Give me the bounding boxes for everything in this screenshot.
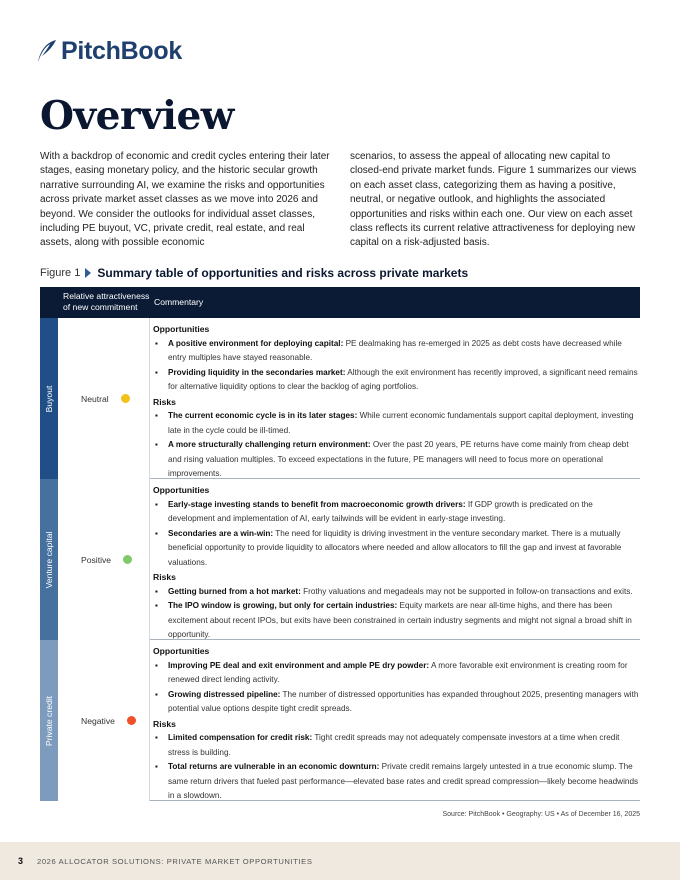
brand-name: PitchBook [61,36,182,65]
risks-heading: Risks [153,396,176,407]
item-text: The number of distressed opportunities has expanded throughout 2025, presenting managers with potential value options despite tight credit spreads. [168,689,639,713]
caption-arrow-icon [85,268,91,278]
rating-label: Neutral [81,393,109,404]
commentary-cell [150,640,640,801]
risk-item [153,760,640,804]
table-header [40,287,640,318]
table-row [40,318,640,479]
item-text: Equity markets are near all-time highs, and there has been excitement about recent IPOs, but exits have been constrained in certain industry segments and might not signal a broad shift in opportunity. [168,601,632,639]
asset-class-label: Venture capital [44,531,54,588]
item-heading: Getting burned from a hot market: [168,586,301,596]
footer-text: 2026 ALLOCATOR SOLUTIONS: PRIVATE MARKET OPPORTUNITIES [37,856,313,866]
figure-number: Figure 1 [40,267,81,279]
opportunities-heading: Opportunities [153,485,210,495]
asset-class-label: Private credit [44,695,54,746]
opportunities-heading: Opportunities [153,324,210,334]
summary-table [40,287,640,801]
rating-dot-icon [127,716,136,725]
pitchbook-leaf-icon [36,38,58,64]
header-commentary: Commentary [154,297,204,307]
risks-heading: Risks [153,718,176,729]
item-text: While current economic fundamentals support capital deployment, investing late in the cycle could be ill-timed. [168,411,634,435]
item-heading: Providing liquidity in the secondaries market: [168,367,346,377]
table-body [40,318,640,801]
commentary-cell [150,479,640,640]
figure-caption [40,266,468,280]
figure-title: Summary table of opportunities and risks across private markets [97,266,469,280]
opportunity-item [153,498,640,527]
opportunity-item [153,527,640,571]
rating-label: Negative [81,715,115,726]
opportunity-item [153,337,640,366]
asset-class-band [40,479,58,640]
source-note: Source: PitchBook • Geography: US • As of December 16, 2025 [442,811,640,818]
item-heading: Early-stage investing stands to benefit from macroeconomic growth drivers: [168,499,466,509]
asset-class-band [40,318,58,479]
item-text: Private credit remains largely untested in a true economic slump. The same return drivers that fueled past performance—elevated base rates and credit spread compression—likely become headwinds in a slowdown. [168,762,639,800]
risk-item [153,599,640,643]
item-heading: Growing distressed pipeline: [168,689,281,699]
item-text: Over the past 20 years, PE returns have come mainly from cheap debt and rising valuation multiples. To exceed expectations in the future, PE managers will need to focus more on operational improvements. [168,440,629,478]
attractiveness-cell [58,479,150,640]
page-footer [0,842,680,880]
item-heading: Secondaries are a win-win: [168,528,274,538]
item-text: A more favorable exit environment is creating room for renewed direct lending activity. [168,660,628,684]
table-row [40,640,640,801]
rating-dot-icon [123,555,132,564]
opportunity-item [153,688,640,717]
item-heading: The IPO window is growing, but only for certain industries: [168,601,398,610]
attractiveness-cell [58,318,150,479]
opportunity-item [153,659,640,688]
item-text: Frothy valuations and megadeals may not be supported in follow-on transactions and exits. [300,586,633,596]
item-heading: A positive environment for deploying capital: [168,338,344,348]
item-text: PE dealmaking has re-emerged in 2025 as debt costs have decreased while entry multiples have stayed reasonable. [168,338,622,362]
opportunity-item [153,366,640,395]
pitchbook-logo [36,36,182,66]
table-row [40,479,640,640]
item-text: Tight credit spreads may not adequately compensate investors at a time when credit stress is building. [168,733,620,757]
asset-class-label: Buyout [44,385,54,412]
opportunities-heading: Opportunities [153,646,210,656]
item-heading: A more structurally challenging return environment: [168,440,371,449]
item-heading: Total returns are vulnerable in an economic downturn: [168,762,380,771]
asset-class-band [40,640,58,801]
intro-paragraph-right: scenarios, to assess the appeal of allocating new capital to closed-end private market funds. Figure 1 summarizes our views on each asset class, categorizing them as having a positive, neutral, or negative outlook, and highlights the associated opportunities and risks within each one. Our view on each asset class reflects its current relative attractiveness for deploying new capital on a risk-adjusted basis. [350,151,637,249]
intro-paragraph-left: With a backdrop of economic and credit cycles entering their later stages, easing monetary policy, and the historic secular growth narrative surrounding AI, we examine the risks and opportunities across private market asset classes as we move into 2026 and beyond. We consider the outlooks for individual asset classes, including PE buyout, VC, private credit, real estate, and real assets, along with possible economic [40,151,330,249]
risk-item [153,585,640,600]
rating-label: Positive [81,554,112,565]
item-text: If GDP growth is predicated on the development and implementation of AI, early tailwinds will be evident in early-stage investing. [168,499,593,523]
header-attractiveness: Relative attractiveness of new commitment [63,291,150,312]
item-heading: Improving PE deal and exit environment and ample PE dry powder: [168,660,430,670]
page-number: 3 [18,856,24,866]
risk-item [153,731,640,760]
risk-item [153,438,640,482]
rating-dot-icon [121,394,130,403]
item-heading: Limited compensation for credit risk: [168,733,313,742]
risks-heading: Risks [153,572,176,582]
item-text: Although the exit environment has recently improved, a significant need remains for alternative liquidity options to clear the backlog of aging portfolios. [168,367,638,391]
item-text: The need for liquidity is driving investment in the venture secondary market. There is a mutually beneficial opportunity to provide liquidity to allocators where needed and allow allocators to fill the gap and invest at favorable valuations. [168,528,622,567]
commentary-cell [150,318,640,479]
item-heading: The current economic cycle is in its later stages: [168,411,358,420]
risk-item [153,409,640,438]
attractiveness-cell [58,640,150,801]
page-title: Overview [40,93,234,139]
